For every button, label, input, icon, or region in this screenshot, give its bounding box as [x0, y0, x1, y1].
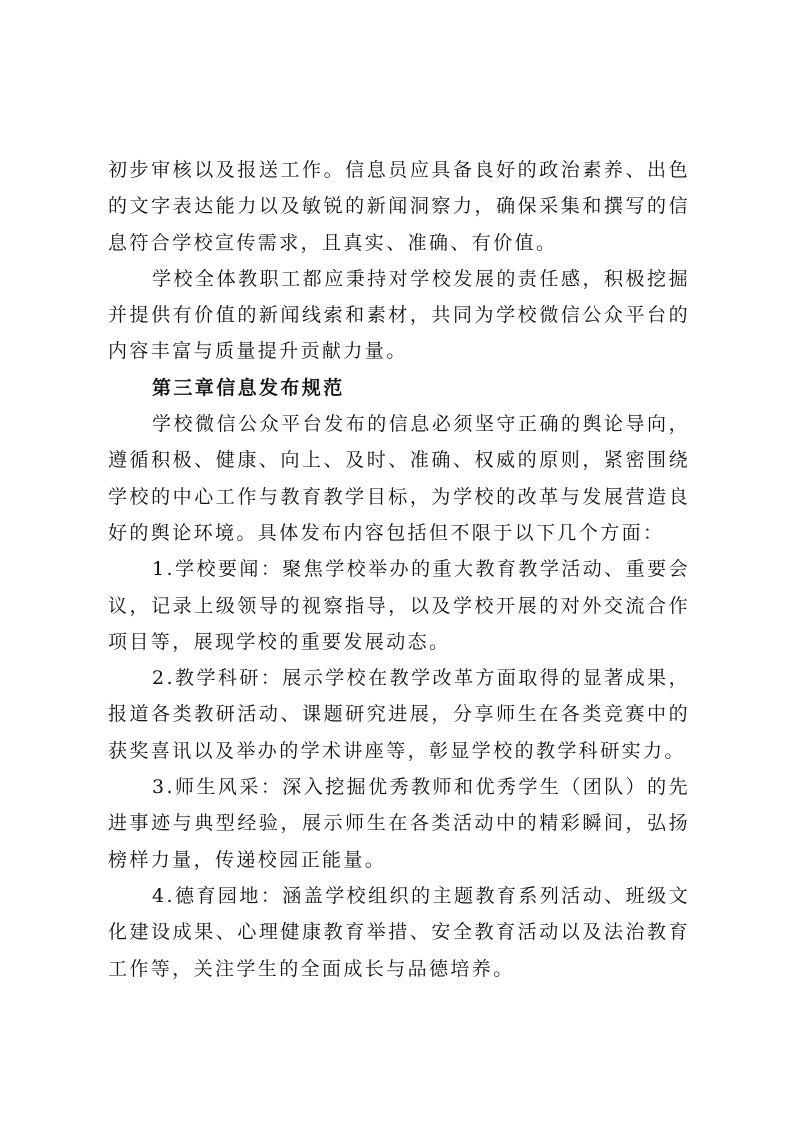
paragraph-staff-responsibility: 学校全体教职工都应秉持对学校发展的责任感，积极挖掘并提供有价值的新闻线索和素材，共同为学校微信公众平台的内容丰富与质量提升贡献力量。 — [108, 267, 690, 363]
document-page — [108, 152, 690, 987]
list-item-teacher-student-style: 3.师生风采：深入挖掘优秀教师和优秀学生（团队）的先进事迹与典型经验，展示师生在各类活动中的精彩瞬间，弘扬榜样力量，传递校园正能量。 — [108, 776, 690, 871]
paragraph-publishing-intro: 学校微信公众平台发布的信息必须坚守正确的舆论导向，遵循积极、健康、向上、及时、准确、权威的原则，紧密围绕学校的中心工作与教育教学目标，为学校的改革与发展营造良好的舆论环境。具体发布内容包括但不限于以下几个方面： — [108, 413, 690, 544]
list-item-school-news: 1.学校要闻：聚焦学校举办的重大教育教学活动、重要会议，记录上级领导的视察指导，以及学校开展的对外交流合作项目等，展现学校的重要发展动态。 — [108, 558, 690, 653]
list-item-moral-education: 4.德育园地：涵盖学校组织的主题教育系列活动、班级文化建设成果、心理健康教育举措、安全教育活动以及法治教育工作等，关注学生的全面成长与品德培养。 — [108, 884, 690, 980]
list-item-teaching-research: 2.教学科研：展示学校在教学改革方面取得的显著成果，报道各类教研活动、课题研究进展，分享师生在各类竞赛中的获奖喜讯以及举办的学术讲座等，彰显学校的教学科研实力。 — [108, 667, 690, 762]
section-heading: 第三章信息发布规范 — [152, 376, 345, 399]
paragraph-info-officer-duties: 初步审核以及报送工作。信息员应具备良好的政治素养、出色的文字表达能力以及敏锐的新闻洞察力，确保采集和撰写的信息符合学校宣传需求，且真实、准确、有价值。 — [108, 159, 690, 254]
